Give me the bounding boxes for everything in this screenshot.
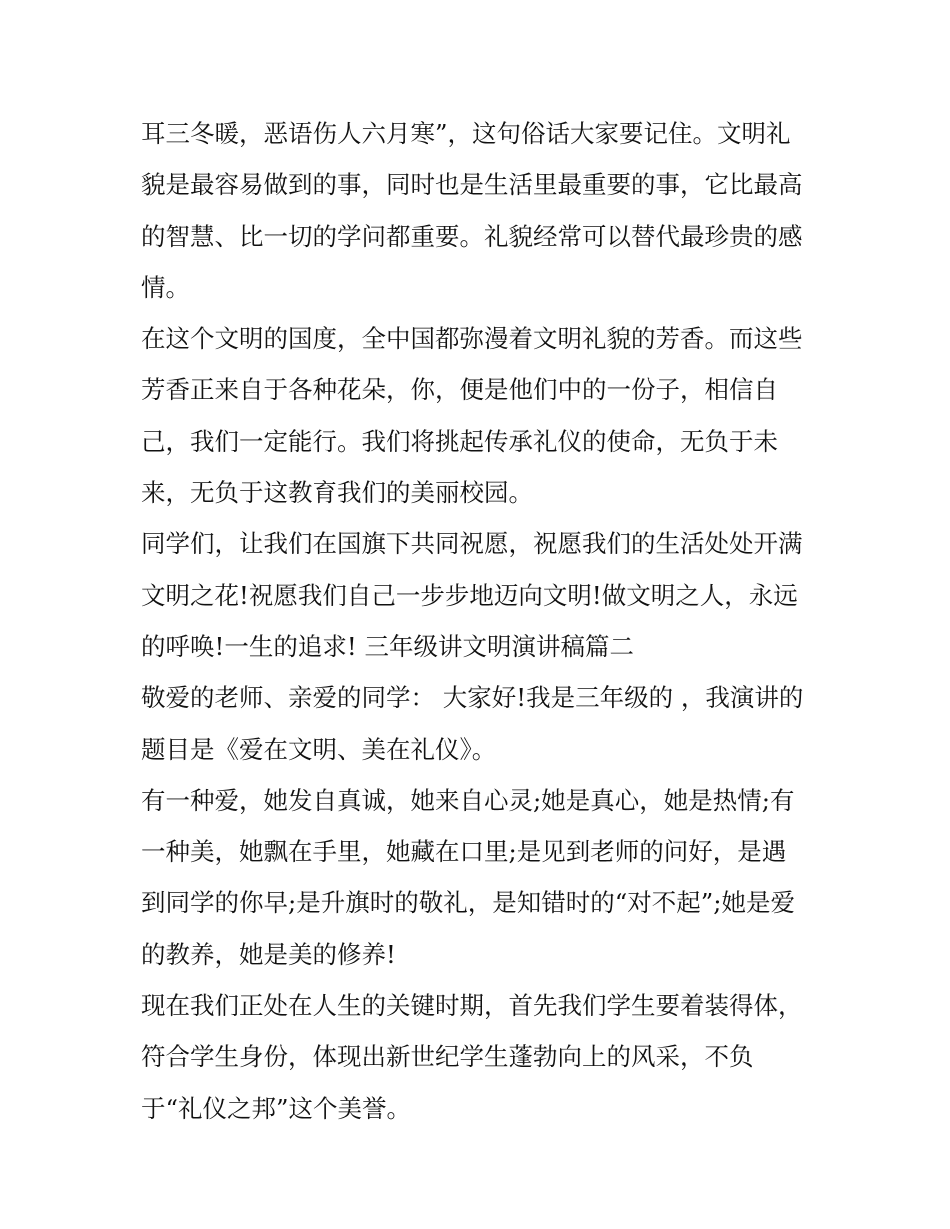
text-line: 来，无负于这教育我们的美丽校园。 <box>141 478 533 508</box>
text-line: 情。 <box>141 272 190 302</box>
text-line: 敬爱的老师、亲爱的同学： 大家好!我是三年级的 ，我演讲的 <box>141 683 804 713</box>
text-line: 文明之花!祝愿我们自己一步步地迈向文明!做文明之人，永远 <box>141 580 798 610</box>
text-line: 耳三冬暖，恶语伤人六月寒”，这句俗话大家要记住。文明礼 <box>141 119 791 148</box>
text-line: 的智慧、比一切的学问都重要。礼貌经常可以替代最珍贵的感 <box>141 221 803 251</box>
text-line: 的教养，她是美的修养! <box>141 939 396 969</box>
text-line: 己，我们一定能行。我们将挑起传承礼仪的使命，无负于未 <box>141 426 778 456</box>
text-line: 题目是《爱在文明、美在礼仪》。 <box>141 734 497 764</box>
text-line: 现在我们正处在人生的关键时期，首先我们学生要着装得体， <box>141 991 803 1021</box>
text-line: 貌是最容易做到的事，同时也是生活里最重要的事，它比最高 <box>141 170 803 200</box>
text-line: 同学们，让我们在国旗下共同祝愿，祝愿我们的生活处处开满 <box>141 529 803 559</box>
text-line: 在这个文明的国度，全中国都弥漫着文明礼貌的芳香。而这些 <box>141 324 803 354</box>
text-line: 的呼唤!一生的追求! 三年级讲文明演讲稿篇二 <box>141 631 634 661</box>
text-line: 有一种爱，她发自真诚，她来自心灵;她是真心，她是热情;有 <box>141 785 795 815</box>
text-line: 芳香正来自于各种花朵，你，便是他们中的一份子，相信自 <box>141 375 778 405</box>
text-line: 于“礼仪之邦”这个美誉。 <box>141 1093 412 1123</box>
text-line: 符合学生身份，体现出新世纪学生蓬勃向上的风采，不负 <box>141 1042 754 1072</box>
text-line: 到同学的你早;是升旗时的敬礼，是知错时的“对不起”;她是爱 <box>141 888 796 918</box>
text-line: 一种美，她飘在手里，她藏在口里;是见到老师的问好，是遇 <box>141 837 787 867</box>
document-body <box>141 108 821 1134</box>
